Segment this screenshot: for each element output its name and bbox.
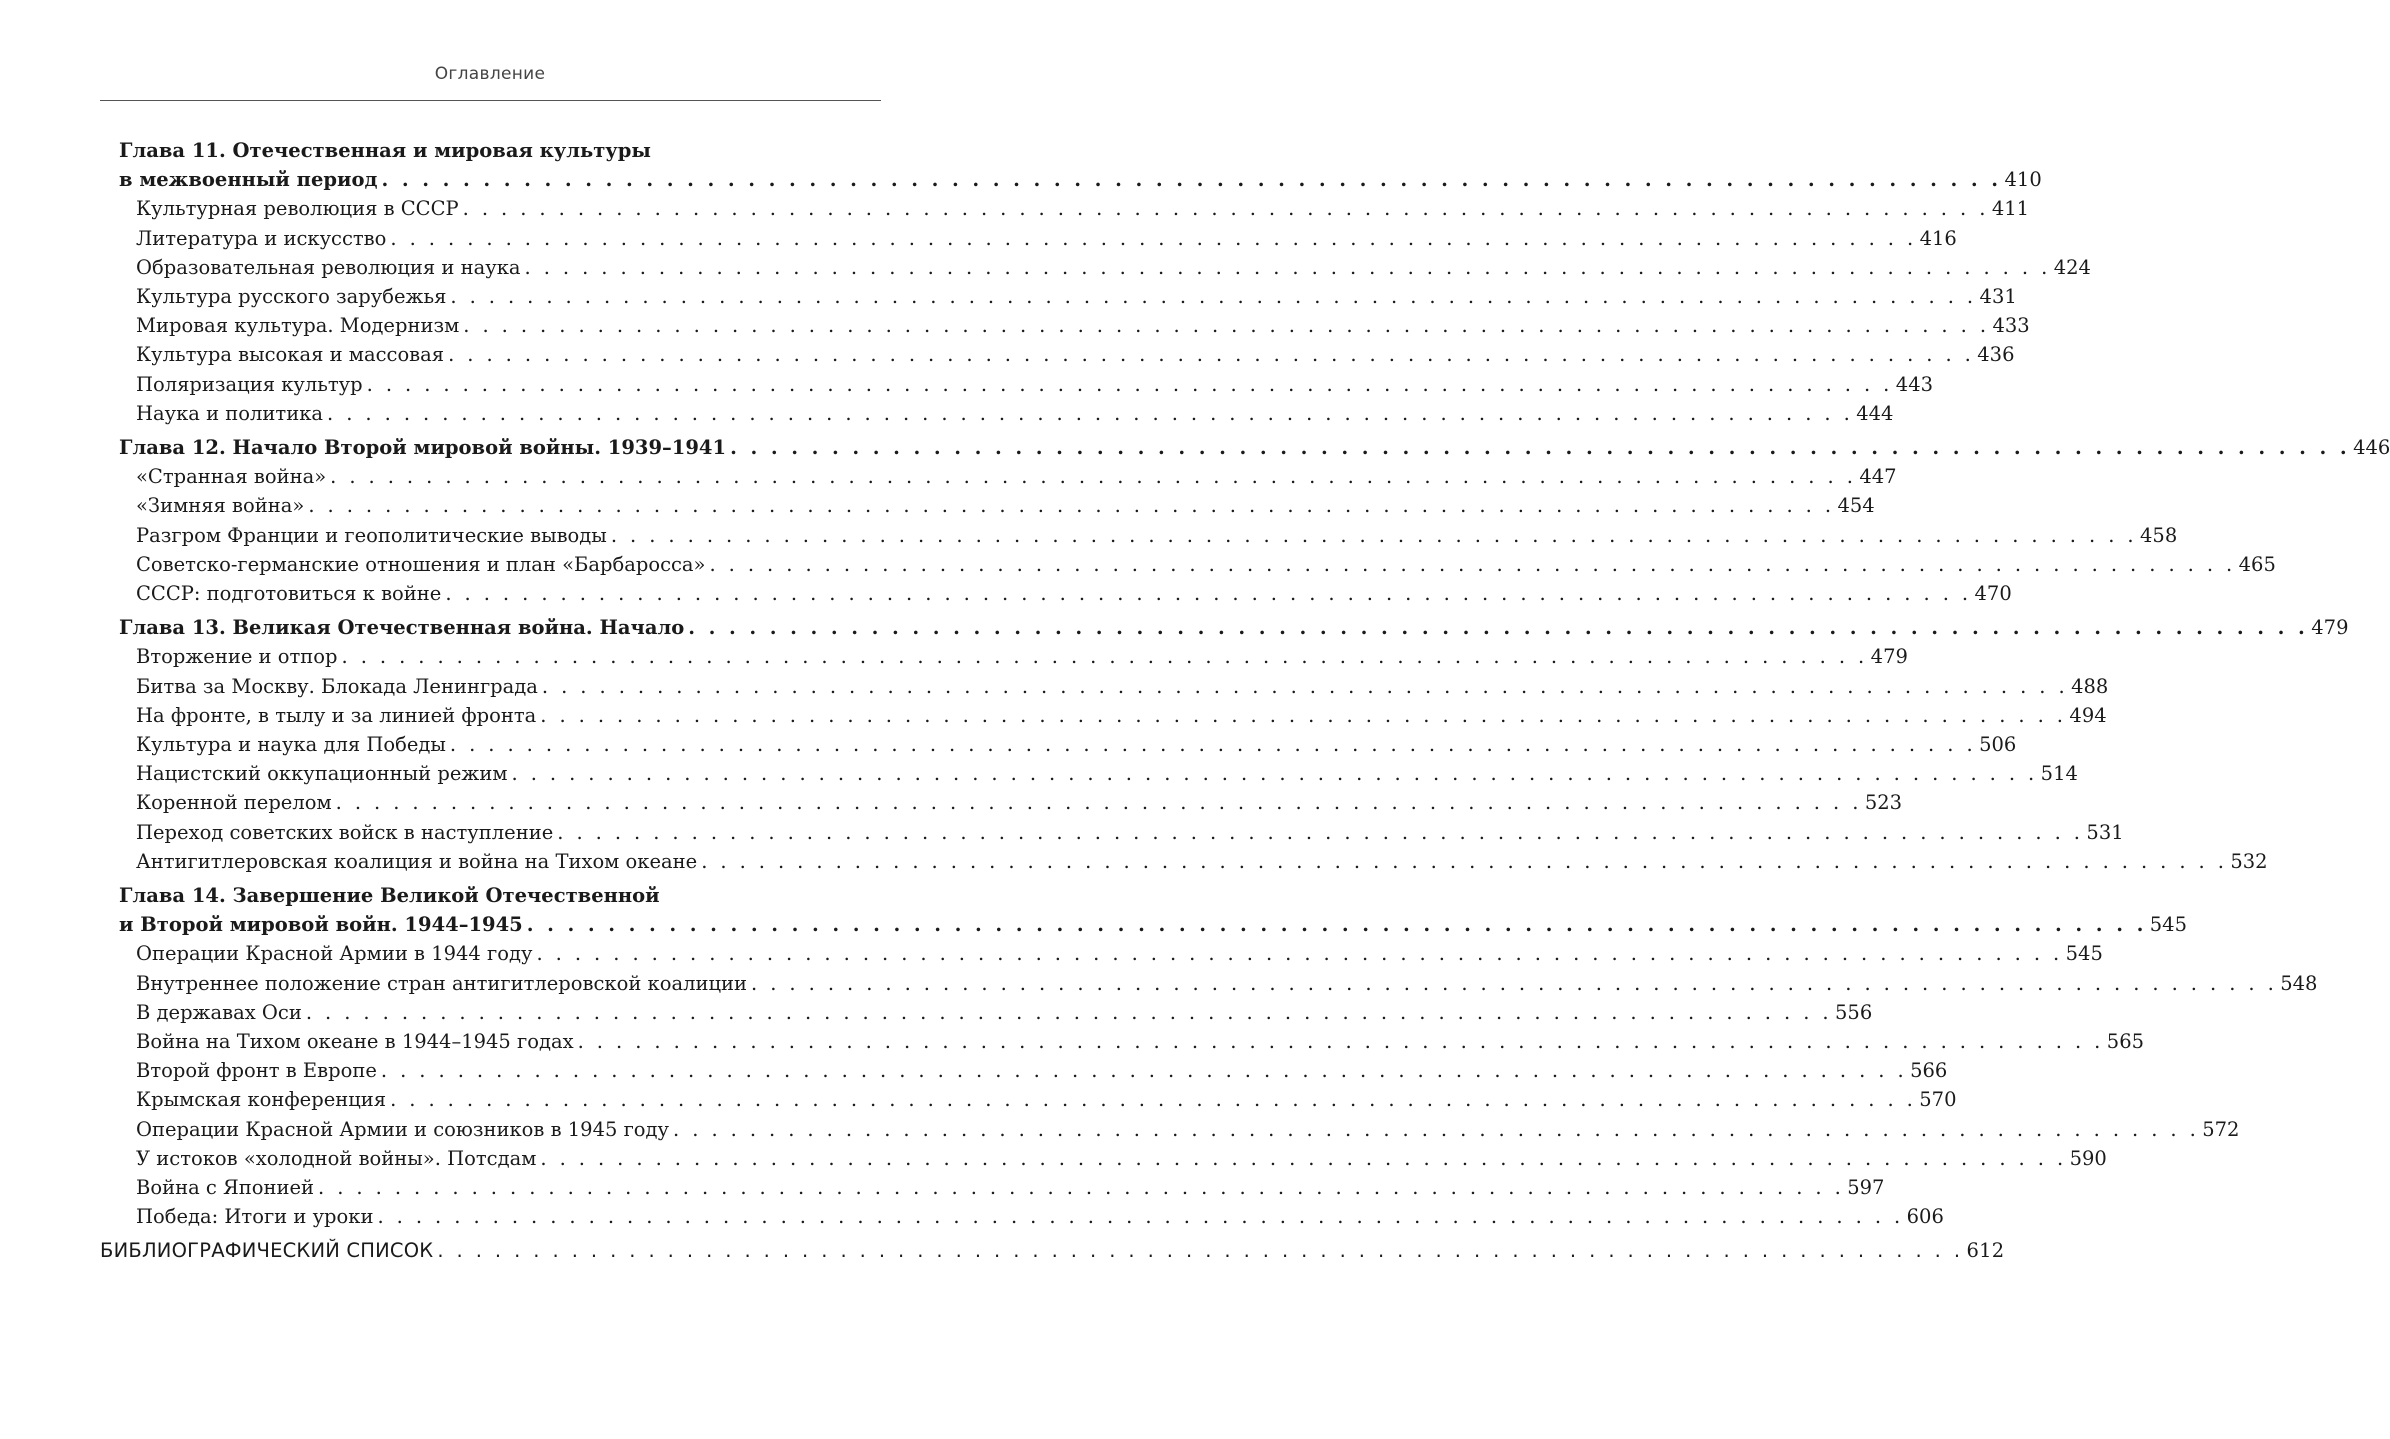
dot-leader: . . . . . . . . . . . . . . . . . . . . . . . . . . . . . . . . . . . . . . . . . . . . . . . . . . . . . . . . . . . . . . . . . . . . . . . . . . . . . . . .	[701, 849, 2228, 873]
section-entry[interactable]	[136, 224, 1957, 253]
dot-leader: . . . . . . . . . . . . . . . . . . . . . . . . . . . . . . . . . . . . . . . . . . . . . . . . . . . . . . . . . . . . . . . . . . . . . . . . . . . . . . . .	[610, 523, 2137, 547]
section-entry-title: Переход советских войск в наступление	[136, 820, 554, 844]
section-entry[interactable]	[136, 642, 1908, 671]
dot-leader: . . . . . . . . . . . . . . . . . . . . . . . . . . . . . . . . . . . . . . . . . . . . . . . . . . . . . . . . . . . . . . . . . . . . . . . . . . . . . . . .	[730, 436, 2351, 459]
section-entry-page: 606	[1906, 1205, 1944, 1229]
section-entry[interactable]	[136, 311, 2030, 340]
section-entry-title: На фронте, в тылу и за линией фронта	[136, 703, 537, 727]
section-entry-title: Вторжение и отпор	[136, 645, 338, 669]
chapter-entry-title: Глава 12. Начало Второй мировой войны. 1939–1941	[119, 436, 727, 459]
chapter-entry[interactable]	[119, 613, 2349, 642]
section-entry[interactable]	[136, 1144, 2107, 1173]
section-entry[interactable]	[136, 847, 2268, 876]
dot-leader: . . . . . . . . . . . . . . . . . . . . . . . . . . . . . . . . . . . . . . . . . . . . . . . . . . . . . . . . . . . . . . . . . . . . . . . . . . . . . . . .	[366, 372, 1893, 396]
section-entry[interactable]	[136, 1027, 2145, 1056]
section-entry-title: Война на Тихом океане в 1944–1945 годах	[136, 1030, 574, 1053]
dot-leader: . . . . . . . . . . . . . . . . . . . . . . . . . . . . . . . . . . . . . . . . . . . . . . . . . . . . . . . . . . . . . . . . . . . . . . . . . . . . . . . .	[377, 1205, 1904, 1229]
section-entry[interactable]	[136, 939, 2103, 968]
section-entry-page: 545	[2065, 942, 2103, 966]
dot-leader: . . . . . . . . . . . . . . . . . . . . . . . . . . . . . . . . . . . . . . . . . . . . . . . . . . . . . . . . . . . . . . . . . . . . . . . . . . . . . . . .	[540, 1146, 2067, 1170]
section-entry-title: Наука и политика	[136, 401, 324, 425]
dot-leader: . . . . . . . . . . . . . . . . . . . . . . . . . . . . . . . . . . . . . . . . . . . . . . . . . . . . . . . . . . . . . . . . . . . . . . . . . . . . . . . .	[380, 1059, 1908, 1083]
section-entry-title: «Зимняя война»	[136, 494, 305, 518]
dot-leader: . . . . . . . . . . . . . . . . . . . . . . . . . . . . . . . . . . . . . . . . . . . . . . . . . . . . . . . . . . . . . . . . . . . . . . . . . . . . . . . .	[305, 1000, 1832, 1024]
dot-leader: . . . . . . . . . . . . . . . . . . . . . . . . . . . . . . . . . . . . . . . . . . . . . . . . . . . . . . . . . . . . . . . . . . . . . . . . . . . . . . . .	[524, 255, 2051, 279]
bibliography-entry[interactable]	[100, 1236, 2005, 1265]
section-entry-title: Победа: Итоги и уроки	[136, 1205, 374, 1229]
section-entry[interactable]	[136, 579, 2012, 608]
section-entry-title: Нацистский оккупационный режим	[136, 762, 508, 786]
dot-leader: . . . . . . . . . . . . . . . . . . . . . . . . . . . . . . . . . . . . . . . . . . . . . . . . . . . . . . . . . . . . . . . . . . . . . . . . . . . . . . . .	[445, 582, 1972, 605]
section-entry-title: Литература и искусство	[136, 226, 387, 250]
section-entry[interactable]	[136, 194, 2030, 223]
chapter-entry[interactable]	[119, 165, 2042, 194]
section-entry-page: 532	[2230, 849, 2268, 873]
dot-leader: . . . . . . . . . . . . . . . . . . . . . . . . . . . . . . . . . . . . . . . . . . . . . . . . . . . . . . . . . . . . . . . . . . . . . . . . . . . . . . . .	[448, 343, 1975, 367]
chapter-entry-page: 545	[2149, 913, 2187, 937]
dot-leader: . . . . . . . . . . . . . . . . . . . . . . . . . . . . . . . . . . . . . . . . . . . . . . . . . . . . . . . . . . . . . . . . . . . . . . . . . . . . . . . .	[390, 1088, 1917, 1112]
section-entry-page: 565	[2106, 1030, 2145, 1053]
section-entry-title: Образовательная революция и наука	[136, 255, 521, 279]
header-rule	[100, 100, 881, 101]
section-entry-title: Внутреннее положение стран антигитлеровской коалиции	[136, 971, 748, 995]
section-entry-title: Разгром Франции и геополитические выводы	[136, 523, 607, 547]
chapter-entry-page: 446	[2353, 436, 2390, 459]
dot-leader: . . . . . . . . . . . . . . . . . . . . . . . . . . . . . . . . . . . . . . . . . . . . . . . . . . . . . . . . . . . . . . . . . . . . . . . . . . . . . . . .	[330, 465, 1857, 489]
section-entry[interactable]	[136, 370, 1934, 399]
dot-leader: . . . . . . . . . . . . . . . . . . . . . . . . . . . . . . . . . . . . . . . . . . . . . . . . . . . . . . . . . . . . . . . . . . . . . . . . . . . . . . . .	[688, 616, 2309, 640]
section-entry-page: 514	[2040, 762, 2078, 786]
section-entry[interactable]	[136, 701, 2107, 730]
running-head: Оглавление	[434, 64, 546, 84]
chapter-entry-title: Глава 13. Великая Отечественная война. Начало	[119, 616, 685, 640]
section-entry[interactable]	[136, 1056, 1948, 1085]
section-entry-page: 570	[1919, 1088, 1957, 1112]
section-entry-page: 443	[1895, 372, 1934, 396]
section-entry-page: 416	[1919, 226, 1957, 250]
dot-leader: . . . . . . . . . . . . . . . . . . . . . . . . . . . . . . . . . . . . . . . . . . . . . . . . . . . . . . . . . . . . . . . . . . . . . . . . . . . . . . . .	[335, 791, 1862, 815]
dot-leader: . . . . . . . . . . . . . . . . . . . . . . . . . . . . . . . . . . . . . . . . . . . . . . . . . . . . . . . . . . . . . . . . . . . . . . . . . . . . . . . .	[462, 197, 1989, 221]
section-entry-page: 548	[2280, 971, 2318, 995]
dot-leader: . . . . . . . . . . . . . . . . . . . . . . . . . . . . . . . . . . . . . . . . . . . . . . . . . . . . . . . . . . . . . . . . . . . . . . . . . . . . . . . .	[526, 913, 2147, 937]
section-entry-page: 458	[2140, 523, 2178, 547]
section-entry[interactable]	[136, 521, 2178, 550]
bibliography-entry-page: 612	[1966, 1239, 2005, 1263]
section-entry[interactable]	[136, 672, 2109, 701]
dot-leader: . . . . . . . . . . . . . . . . . . . . . . . . . . . . . . . . . . . . . . . . . . . . . . . . . . . . . . . . . . . . . . . . . . . . . . . . . . . . . . . .	[709, 552, 2236, 576]
dot-leader: . . . . . . . . . . . . . . . . . . . . . . . . . . . . . . . . . . . . . . . . . . . . . . . . . . . . . . . . . . . . . . . . . . . . . . . . . . . . . . . .	[577, 1030, 2104, 1053]
section-entry-title: Культура и наука для Победы	[136, 733, 446, 756]
section-entry-page: 424	[2053, 255, 2091, 279]
section-entry[interactable]	[136, 969, 2318, 998]
section-entry-page: 454	[1837, 494, 1875, 518]
dot-leader: . . . . . . . . . . . . . . . . . . . . . . . . . . . . . . . . . . . . . . . . . . . . . . . . . . . . . . . . . . . . . . . . . . . . . . . . . . . . . . . .	[449, 733, 1977, 756]
section-entry-page: 488	[2071, 674, 2109, 698]
chapter-title-line1: Глава 14. Завершение Великой Отечественной	[119, 884, 660, 907]
chapter-entry-title: и Второй мировой войн. 1944–1945	[119, 913, 523, 937]
dot-leader: . . . . . . . . . . . . . . . . . . . . . . . . . . . . . . . . . . . . . . . . . . . . . . . . . . . . . . . . . . . . . . . . . . . . . . . . . . . . . . . .	[437, 1239, 1964, 1263]
dot-leader: . . . . . . . . . . . . . . . . . . . . . . . . . . . . . . . . . . . . . . . . . . . . . . . . . . . . . . . . . . . . . . . . . . . . . . . . . . . . . . . .	[318, 1176, 1845, 1199]
section-entry[interactable]	[136, 1173, 1885, 1202]
section-entry-page: 597	[1847, 1176, 1885, 1199]
dot-leader: . . . . . . . . . . . . . . . . . . . . . . . . . . . . . . . . . . . . . . . . . . . . . . . . . . . . . . . . . . . . . . . . . . . . . . . . . . . . . . . .	[557, 820, 2084, 844]
section-entry-page: 479	[1870, 645, 1908, 669]
section-entry-title: Антигитлеровская коалиция и война на Тихом океане	[136, 849, 698, 873]
dot-leader: . . . . . . . . . . . . . . . . . . . . . . . . . . . . . . . . . . . . . . . . . . . . . . . . . . . . . . . . . . . . . . . . . . . . . . . . . . . . . . . .	[673, 1117, 2200, 1141]
section-entry-title: Второй фронт в Европе	[136, 1059, 377, 1083]
section-entry-title: Советско-германские отношения и план «Барбаросса»	[136, 552, 706, 576]
section-entry-title: СССР: подготовиться к войне	[136, 582, 442, 605]
section-entry-page: 531	[2086, 820, 2124, 844]
section-entry-title: В державах Оси	[136, 1000, 302, 1024]
section-entry-title: Битва за Москву. Блокада Ленинграда	[136, 674, 538, 698]
section-entry[interactable]	[136, 759, 2078, 788]
section-entry-page: 590	[2069, 1146, 2107, 1170]
section-entry-title: Война с Японией	[136, 1176, 315, 1199]
dot-leader: . . . . . . . . . . . . . . . . . . . . . . . . . . . . . . . . . . . . . . . . . . . . . . . . . . . . . . . . . . . . . . . . . . . . . . . . . . . . . . . .	[327, 401, 1854, 425]
section-entry-title: Операции Красной Армии в 1944 году	[136, 942, 533, 966]
section-entry[interactable]	[136, 340, 2015, 369]
dot-leader: . . . . . . . . . . . . . . . . . . . . . . . . . . . . . . . . . . . . . . . . . . . . . . . . . . . . . . . . . . . . . . . . . . . . . . . . . . . . . . . .	[381, 168, 2002, 192]
section-entry-title: Крымская конференция	[136, 1088, 387, 1112]
section-entry[interactable]	[136, 1115, 2240, 1144]
section-entry[interactable]	[136, 491, 1875, 520]
dot-leader: . . . . . . . . . . . . . . . . . . . . . . . . . . . . . . . . . . . . . . . . . . . . . . . . . . . . . . . . . . . . . . . . . . . . . . . . . . . . . . . .	[450, 285, 1977, 308]
dot-leader: . . . . . . . . . . . . . . . . . . . . . . . . . . . . . . . . . . . . . . . . . . . . . . . . . . . . . . . . . . . . . . . . . . . . . . . . . . . . . . . .	[511, 762, 2038, 786]
dot-leader: . . . . . . . . . . . . . . . . . . . . . . . . . . . . . . . . . . . . . . . . . . . . . . . . . . . . . . . . . . . . . . . . . . . . . . . . . . . . . . . .	[341, 645, 1868, 669]
section-entry-page: 566	[1910, 1059, 1948, 1083]
section-entry[interactable]	[136, 462, 1897, 491]
section-entry-page: 465	[2238, 552, 2276, 576]
chapter-title-line1: Глава 11. Отечественная и мировая культуры	[119, 139, 651, 162]
section-entry-title: Поляризация культур	[136, 372, 363, 396]
section-entry[interactable]	[136, 282, 2017, 311]
section-entry-page: 556	[1835, 1000, 1873, 1024]
dot-leader: . . . . . . . . . . . . . . . . . . . . . . . . . . . . . . . . . . . . . . . . . . . . . . . . . . . . . . . . . . . . . . . . . . . . . . . . . . . . . . . .	[308, 494, 1835, 518]
dot-leader: . . . . . . . . . . . . . . . . . . . . . . . . . . . . . . . . . . . . . . . . . . . . . . . . . . . . . . . . . . . . . . . . . . . . . . . . . . . . . . . .	[541, 674, 2069, 698]
section-entry[interactable]	[136, 1085, 1957, 1114]
section-entry-page: 436	[1977, 343, 2015, 367]
section-entry[interactable]	[136, 730, 2017, 759]
section-entry[interactable]	[136, 253, 2091, 282]
section-entry-page: 470	[1974, 582, 2012, 605]
section-entry-title: «Странная война»	[136, 465, 327, 489]
section-entry-page: 494	[2069, 703, 2107, 727]
section-entry-page: 411	[1991, 197, 2030, 221]
dot-leader: . . . . . . . . . . . . . . . . . . . . . . . . . . . . . . . . . . . . . . . . . . . . . . . . . . . . . . . . . . . . . . . . . . . . . . . . . . . . . . . .	[751, 971, 2278, 995]
chapter-entry[interactable]	[119, 910, 2187, 939]
dot-leader: . . . . . . . . . . . . . . . . . . . . . . . . . . . . . . . . . . . . . . . . . . . . . . . . . . . . . . . . . . . . . . . . . . . . . . . . . . . . . . . .	[536, 942, 2063, 966]
section-entry[interactable]	[136, 1202, 1944, 1231]
section-entry-title: У истоков «холодной войны». Потсдам	[136, 1146, 537, 1170]
section-entry-page: 444	[1856, 401, 1894, 425]
section-entry-title: Культура русского зарубежья	[136, 285, 447, 308]
chapter-entry-page: 479	[2311, 616, 2349, 640]
section-entry[interactable]	[136, 550, 2276, 579]
section-entry-page: 572	[2202, 1117, 2240, 1141]
chapter-entry-title: в межвоенный период	[119, 168, 378, 192]
bibliography-entry-title: БИБЛИОГРАФИЧЕСКИЙ СПИСОК	[100, 1239, 434, 1263]
section-entry-title: Культура высокая и массовая	[136, 343, 445, 367]
section-entry-page: 523	[1864, 791, 1903, 815]
section-entry-title: Коренной перелом	[136, 791, 332, 815]
section-entry-title: Мировая культура. Модернизм	[136, 314, 460, 338]
section-entry[interactable]	[136, 788, 1903, 817]
section-entry-title: Операции Красной Армии и союзников в 1945 году	[136, 1117, 670, 1141]
section-entry-page: 431	[1979, 285, 2017, 308]
section-entry-page: 433	[1992, 314, 2030, 338]
dot-leader: . . . . . . . . . . . . . . . . . . . . . . . . . . . . . . . . . . . . . . . . . . . . . . . . . . . . . . . . . . . . . . . . . . . . . . . . . . . . . . . .	[390, 226, 1917, 250]
chapter-entry[interactable]	[119, 433, 2390, 462]
dot-leader: . . . . . . . . . . . . . . . . . . . . . . . . . . . . . . . . . . . . . . . . . . . . . . . . . . . . . . . . . . . . . . . . . . . . . . . . . . . . . . . .	[463, 314, 1990, 338]
chapter-entry-page: 410	[2004, 168, 2042, 192]
dot-leader: . . . . . . . . . . . . . . . . . . . . . . . . . . . . . . . . . . . . . . . . . . . . . . . . . . . . . . . . . . . . . . . . . . . . . . . . . . . . . . . .	[540, 703, 2067, 727]
section-entry-page: 447	[1859, 465, 1897, 489]
section-entry[interactable]	[136, 399, 1894, 428]
section-entry-title: Культурная революция в СССР	[136, 197, 459, 221]
section-entry[interactable]	[136, 818, 2124, 847]
section-entry[interactable]	[136, 998, 1873, 1027]
section-entry-page: 506	[1979, 733, 2017, 756]
